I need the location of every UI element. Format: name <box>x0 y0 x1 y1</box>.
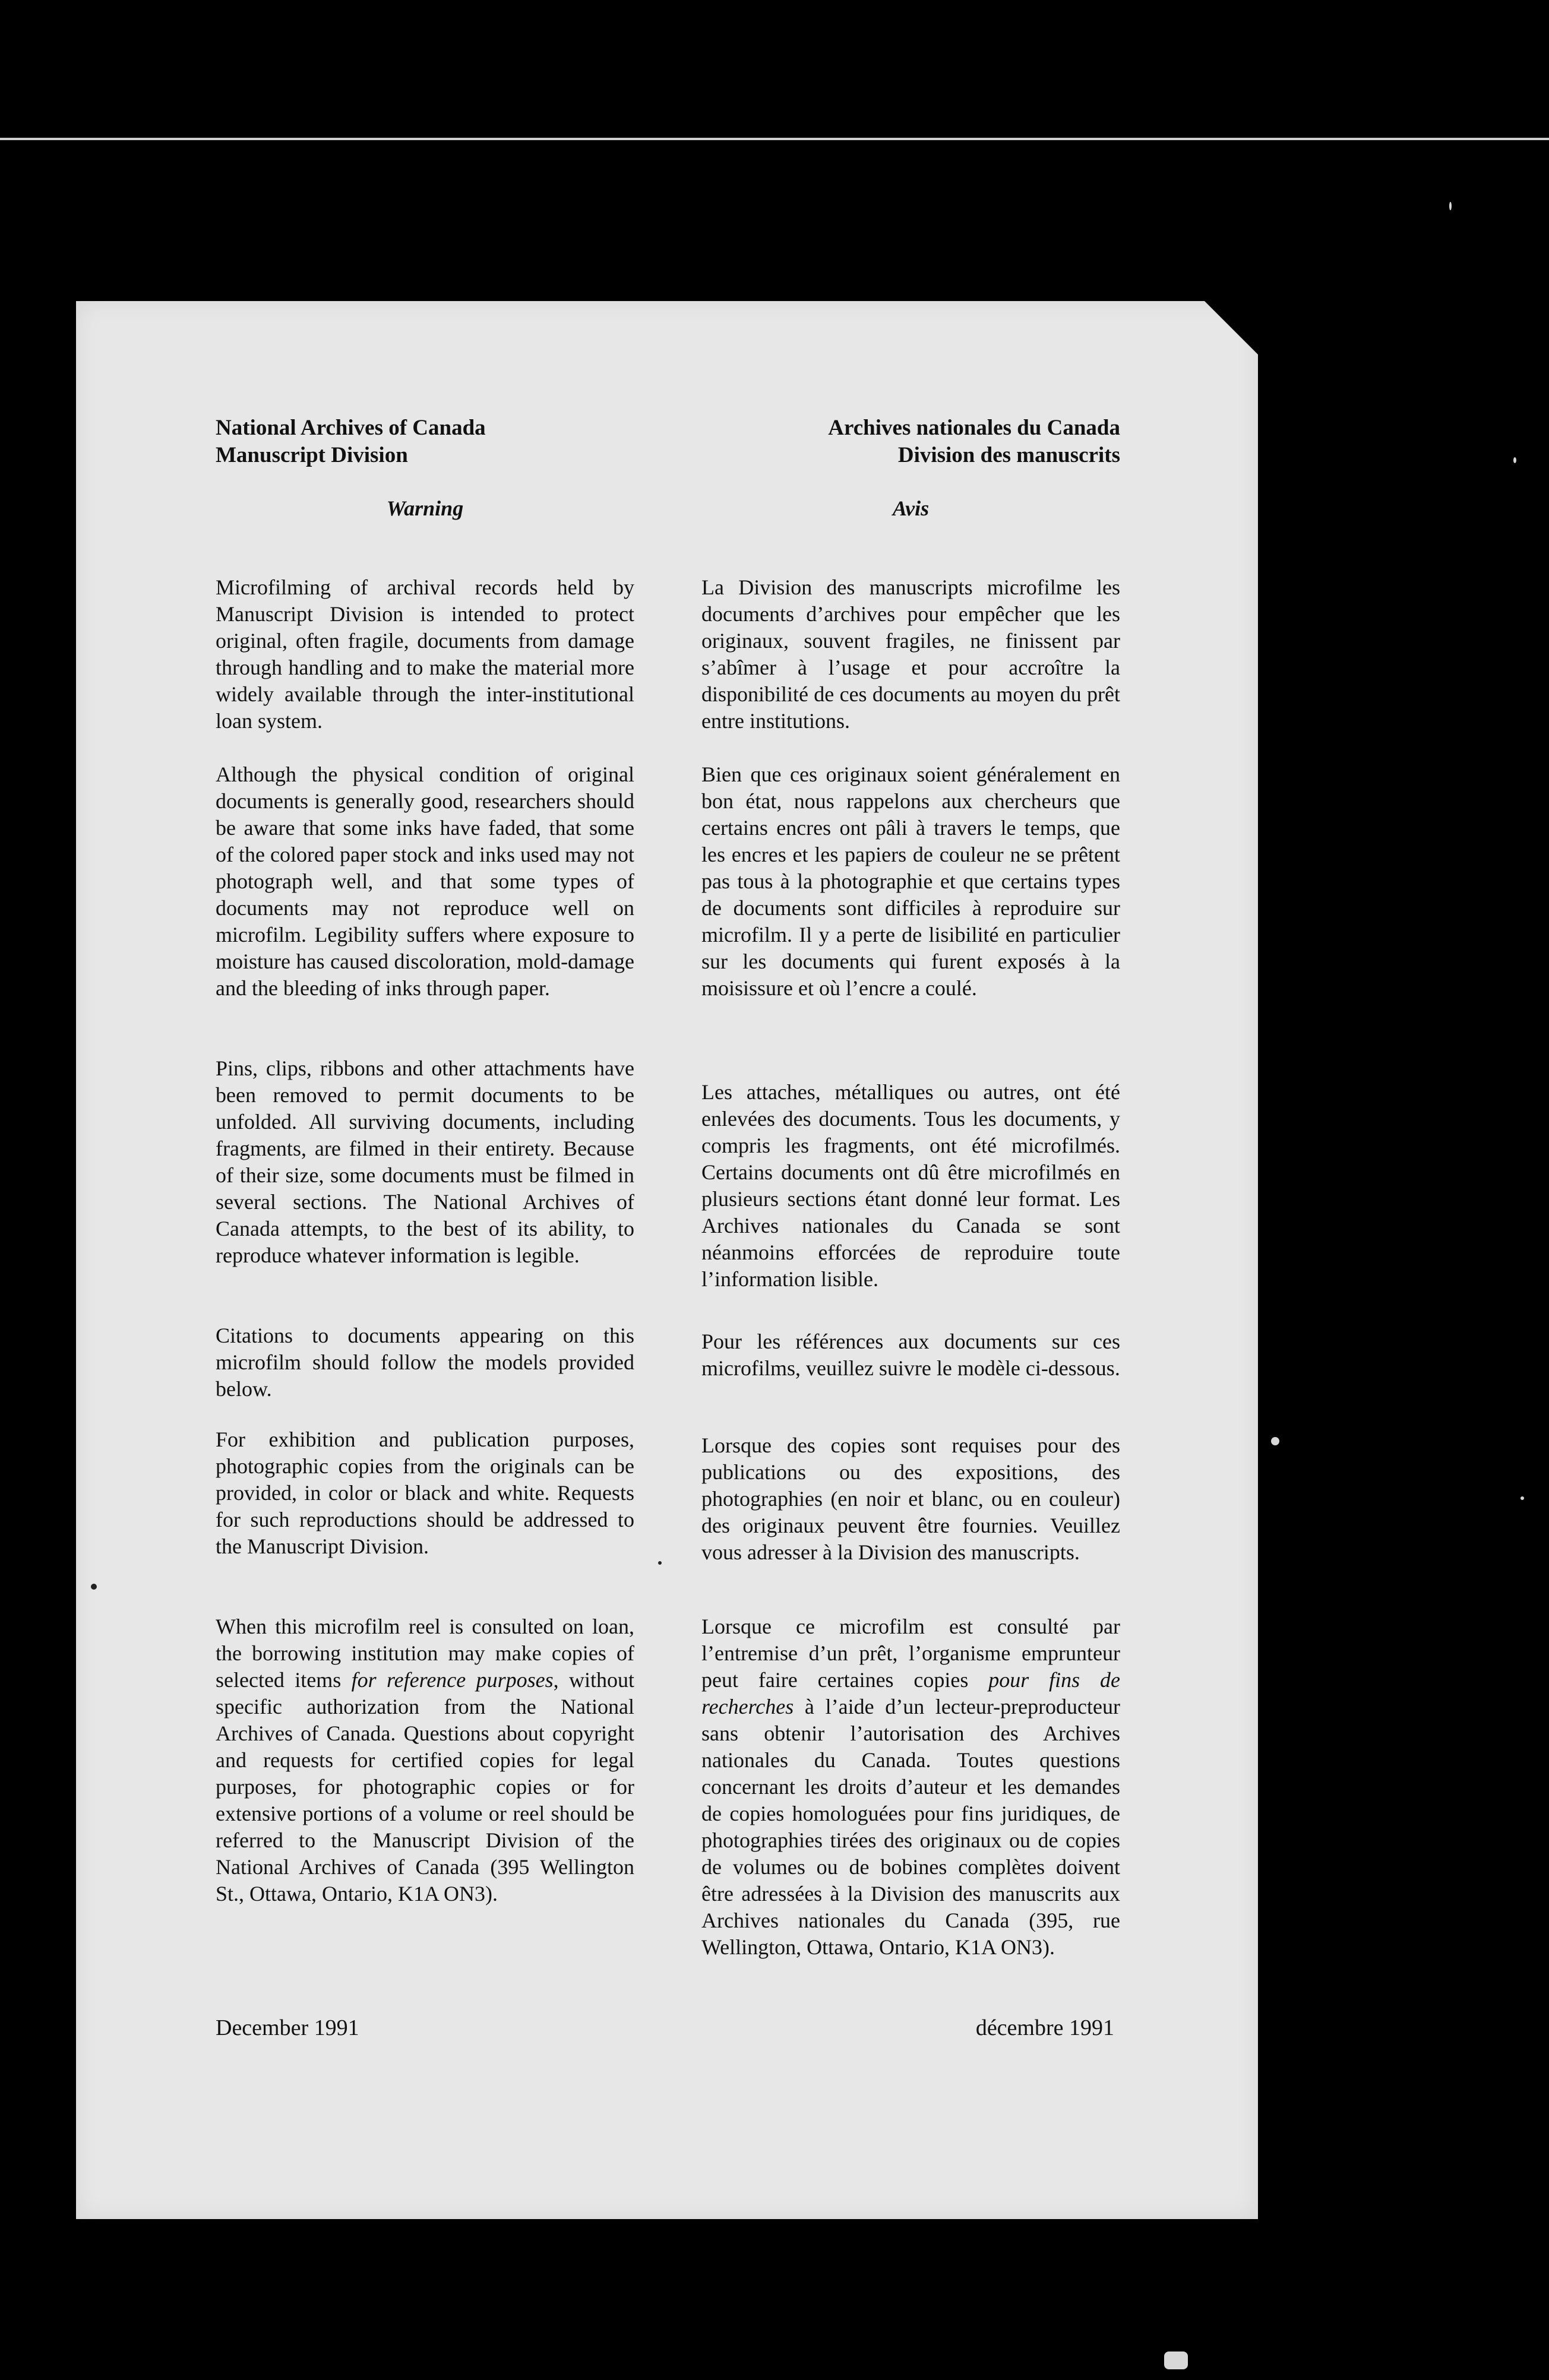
paragraph-loan: When this microfilm reel is consulted on loan, the borrowing institution may make copies of selected items for reference purposes, without specific authorization from the National Archives of Canada. Questions about copyright and requests for certified copies for legal purposes, for photographic copies or for extensive portions of a volume or reel should be referred to the Manuscript Division of the National Archives of Canada (395 Wellington St., Ottawa, Ontario, K1A ON3). <box>216 1615 634 1906</box>
warning-heading: Warning <box>386 496 464 520</box>
avis-heading: Avis <box>892 496 930 520</box>
english-header <box>216 414 634 469</box>
french-header <box>701 414 1120 469</box>
paragraph-condition: Bien que ces originaux soient généralement en bon état, nous rappelons aux chercheurs que certains encres ont pâli à travers le temps, que les encres et les papiers de couleur ne se prêtent pas tous à la photographie et que certains types de documents sont difficiles à reproduire sur microfilm. Il y a perte de lisibilité en particulier sur les documents qui furent exposés à la moisissure et où l’encre a coulé. <box>701 762 1120 1000</box>
stray-ink-dot <box>658 1561 662 1565</box>
document-date: décembre 1991 <box>975 2015 1114 2040</box>
document-sheet <box>76 301 1258 2219</box>
paragraph-exhibition: For exhibition and publication purposes, photographic copies from the originals can be provided, in color or black and white. Requests for such reproductions should be addressed to the Manuscript Division. <box>216 1428 634 1558</box>
paragraph-exhibition: Lorsque des copies sont requises pour des publications ou des expositions, des photographies (en noir et blanc, ou en couleur) des originaux peuvent être fournies. Veuillez vous adresser à la Division des manuscripts. <box>701 1433 1120 1564</box>
paragraph-citations: Pour les références aux documents sur ces microfilms, veuillez suivre le modèle ci-dessous. <box>701 1330 1120 1380</box>
folded-corner <box>1205 301 1258 355</box>
paragraph-condition: Although the physical condition of original documents is generally good, researchers should be aware that some inks have faded, that some of the colored paper stock and inks used may not photograph well, and that some types of documents may not reproduce well on microfilm. Legibility suffers where exposure to moisture has caused discoloration, mold-damage and the bleeding of inks through paper. <box>216 762 634 1000</box>
paragraph-loan: Lorsque ce microfilm est consulté par l’entremise d’un prêt, l’organisme emprunteur peut faire certaines copies pour fins de recherches à l’aide d’un lecteur-preproducteur sans obtenir l’autorisation des Archives nationales du Canada. Toutes questions concernant les droits d’auteur et les demandes de copies homologuées pour fins juridiques, de photographies tirées des originaux ou de copies de volumes ou de bobines complètes doivent être adressées à la Division des manuscrits aux Archives nationales du Canada (395, rue Wellington, Ottawa, Ontario, K1A ON3). <box>701 1615 1120 1959</box>
paragraph-attachments: Les attaches, métalliques ou autres, ont été enlevées des documents. Tous les documents, y compris les fragments, ont été microfilmés. Certains documents ont dû être microfilmés en plusieurs sections étant donné leur format. Les Archives nationales du Canada se sont néanmoins efforcées de reproduire toute l’information lisible. <box>701 1080 1120 1291</box>
microfilm-frame-line <box>0 138 1549 140</box>
film-speck <box>1271 1437 1279 1445</box>
film-speck <box>1164 2351 1188 2369</box>
film-speck <box>1513 457 1516 463</box>
stray-ink-dot <box>91 1584 97 1590</box>
division-name: Manuscript Division <box>216 443 408 467</box>
film-speck <box>1449 202 1452 210</box>
paragraph-attachments: Pins, clips, ribbons and other attachments have been removed to permit documents to be unfolded. All surviving documents, including fragments, are filmed in their entirety. Because of their size, some documents must be filmed in several sections. The National Archives of Canada attempts, to the best of its ability, to reproduce whatever information is legible. <box>216 1056 634 1267</box>
paragraph-purpose: Microfilming of archival records held by Manuscript Division is intended to protect original, often fragile, documents from damage through handling and to make the material more widely available through the inter-institutional loan system. <box>216 575 634 733</box>
film-speck <box>1520 1496 1524 1500</box>
paragraph-purpose: La Division des manuscripts microfilme les documents d’archives pour empêcher que les originaux, souvent fragiles, ne finissent par s’abîmer à l’usage et pour accroître la disponibilité de ces documents au moyen du prêt entre institutions. <box>701 575 1120 733</box>
institution-name: National Archives of Canada <box>216 416 486 440</box>
paragraph-citations: Citations to documents appearing on this microfilm should follow the models provided below. <box>216 1324 634 1401</box>
institution-name: Archives nationales du Canada <box>828 416 1120 440</box>
document-date: December 1991 <box>216 2015 359 2040</box>
division-name: Division des manuscrits <box>897 443 1120 467</box>
